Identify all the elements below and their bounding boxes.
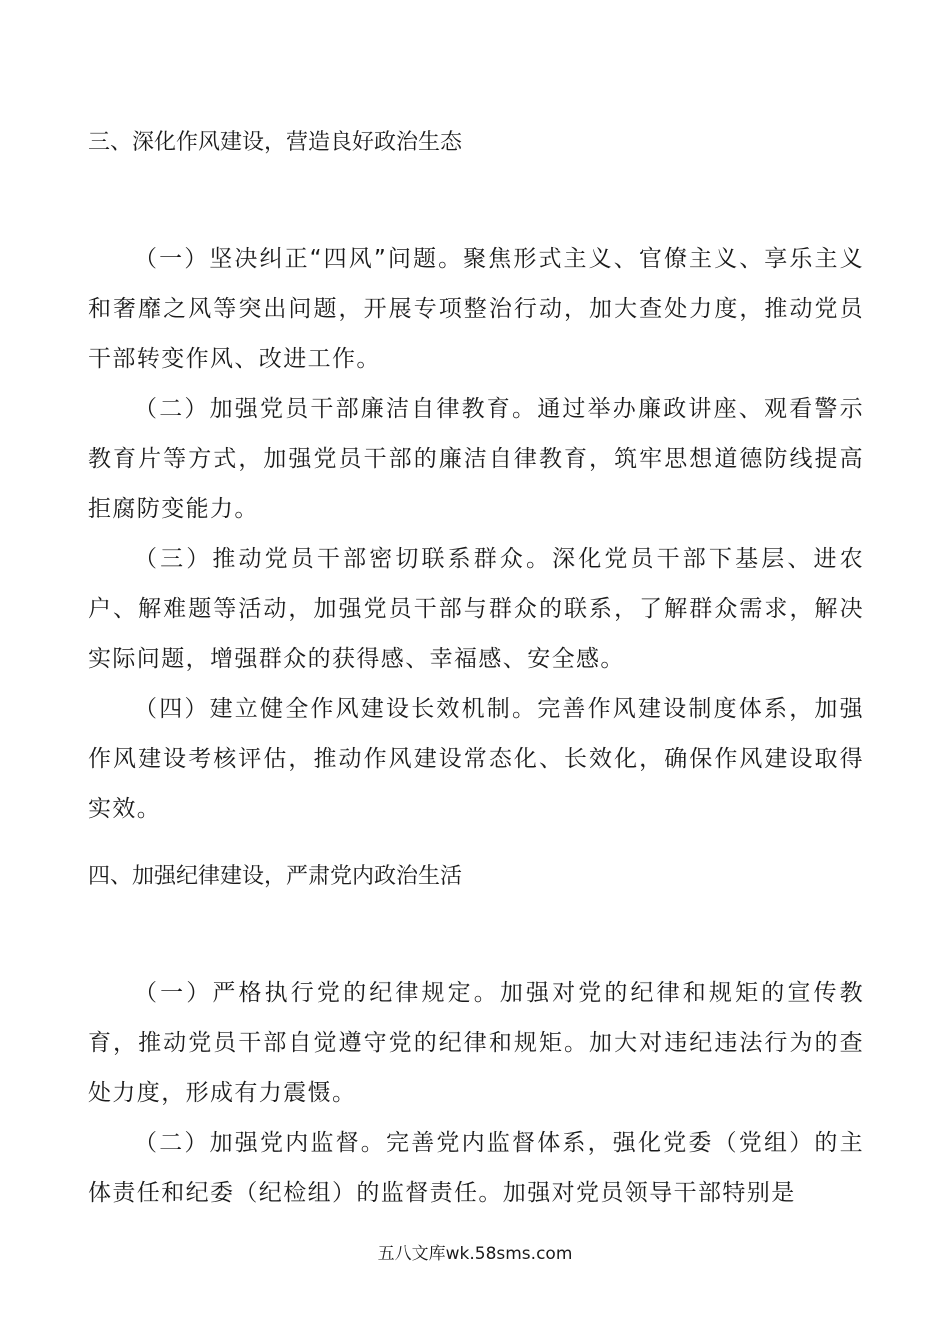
footer-watermark: 五八文库wk.58sms.com [377, 1244, 573, 1264]
spacer [88, 902, 864, 968]
paragraph: （二）加强党员干部廉洁自律教育。通过举办廉政讲座、观看警示教育片等方式，加强党员干部的廉洁自律教育，筑牢思想道德防线提高拒腐防变能力。 [88, 396, 864, 522]
document-body [88, 118, 864, 1218]
paragraph: （四）建立健全作风建设长效机制。完善作风建设制度体系，加强作风建设考核评估，推动作风建设常态化、长效化，确保作风建设取得实效。 [88, 696, 864, 822]
paragraph: （二）加强党内监督。完善党内监督体系，强化党委（党组）的主体责任和纪委（纪检组）的监督责任。加强对党员领导干部特别是 [88, 1130, 864, 1206]
paragraph: （三）推动党员干部密切联系群众。深化党员干部下基层、进农户、解难题等活动，加强党员干部与群众的联系，了解群众需求，解决实际问题，增强群众的获得感、幸福感、安全感。 [88, 546, 864, 672]
spacer [88, 834, 864, 852]
paragraph: （一）坚决纠正“四风”问题。聚焦形式主义、官僚主义、享乐主义和奢靡之风等突出问题，开展专项整治行动，加大查处力度，推动党员干部转变作风、改进工作。 [88, 246, 864, 372]
paragraph: （一）严格执行党的纪律规定。加强对党的纪律和规矩的宣传教育，推动党员干部自觉遵守党的纪律和规矩。加大对违纪违法行为的查处力度，形成有力震慑。 [88, 980, 864, 1106]
section-heading-3: 三、深化作风建设，营造良好政治生态 [88, 130, 463, 155]
spacer [88, 168, 864, 234]
section-heading-4: 四、加强纪律建设，严肃党内政治生活 [88, 864, 463, 889]
